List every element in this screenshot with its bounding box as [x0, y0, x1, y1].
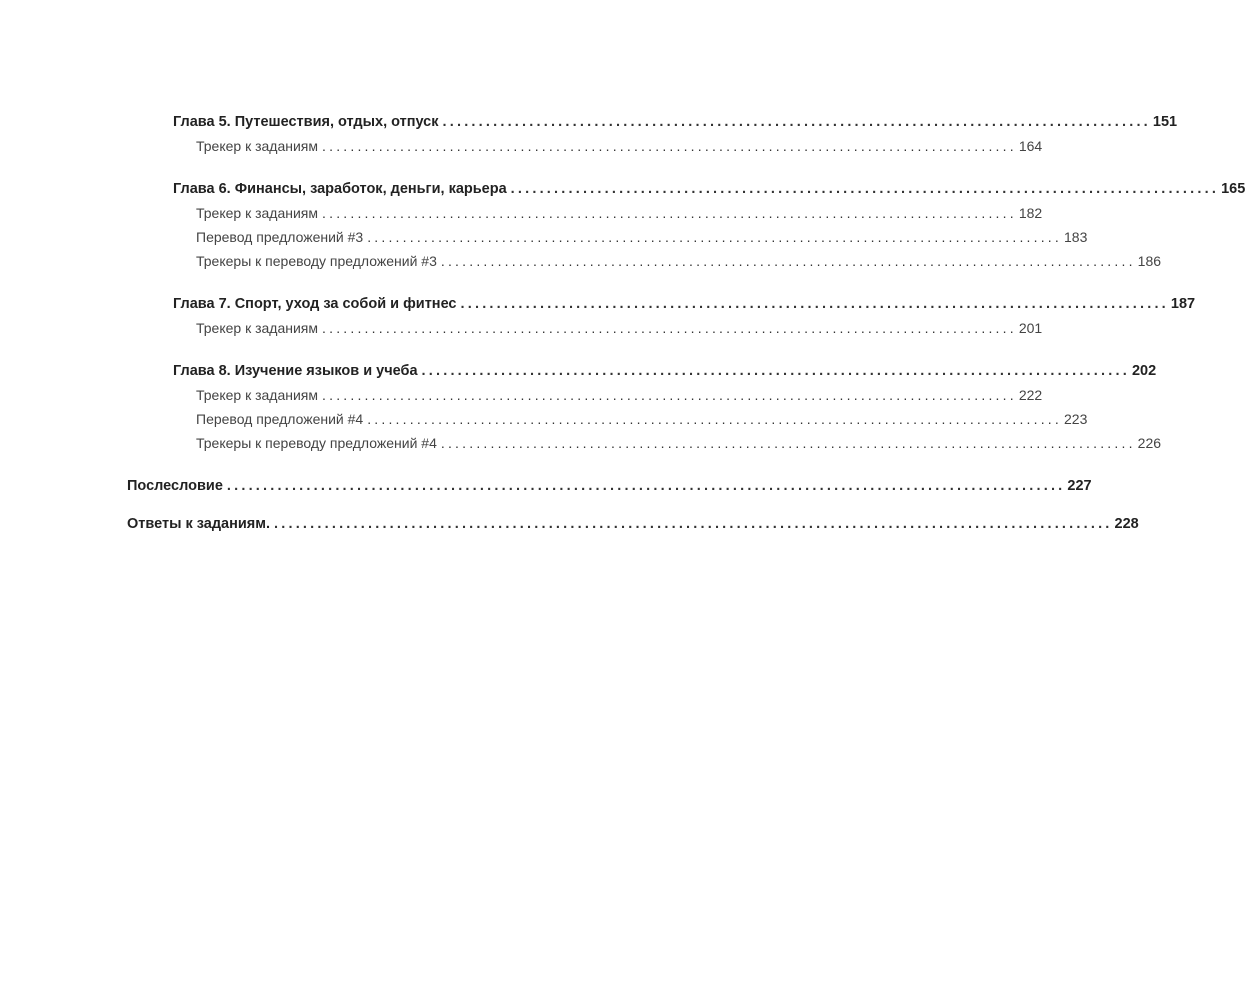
toc-page-number: 202 [1130, 359, 1156, 383]
dot-leader: .................................................................................................. [460, 296, 1169, 312]
toc-item[interactable] [196, 249, 1162, 273]
toc-page-number: 228 [1113, 512, 1139, 536]
dot-leader: .................................................................................................. [322, 138, 1017, 154]
toc-entry-title: Перевод предложений #4 [196, 407, 367, 431]
dot-leader: .................................................................................................. [322, 320, 1017, 336]
toc-chapter-5[interactable] [173, 110, 1178, 134]
dot-leader: .................................................................................................. [367, 229, 1062, 245]
toc-page-number: 201 [1017, 316, 1042, 340]
toc-page-number: 164 [1017, 134, 1042, 158]
toc-chapter-7[interactable] [173, 292, 1196, 316]
dot-leader: .................................................................................................. [440, 435, 1136, 451]
toc-entry-title: Глава 6. Финансы, заработок, деньги, карьера [173, 177, 511, 201]
toc-item[interactable] [196, 383, 1043, 407]
toc-entry-title: Трекер к заданиям [196, 316, 322, 340]
dot-leader: .................................................................................................. [510, 181, 1220, 197]
toc-item[interactable] [196, 134, 1043, 158]
toc-entry-title: Глава 5. Путешествия, отдых, отпуск [173, 110, 443, 134]
toc-afterword[interactable] [127, 474, 1092, 498]
toc-page-number: 187 [1169, 292, 1195, 316]
toc-entry-title: Глава 7. Спорт, уход за собой и фитнес [173, 292, 461, 316]
toc-item[interactable] [196, 407, 1088, 431]
toc-page-number: 186 [1136, 249, 1161, 273]
toc-page-number: 183 [1062, 225, 1087, 249]
dot-leader: .................................................................................................. [367, 411, 1062, 427]
toc-entry-title: Ответы к заданиям. [127, 512, 274, 536]
toc-item[interactable] [196, 201, 1043, 225]
dot-leader: .................................................................................................................... [274, 516, 1113, 532]
toc-page-number: 226 [1136, 431, 1161, 455]
dot-leader: .................................................................................................. [322, 205, 1017, 221]
toc-answers[interactable] [127, 512, 1139, 536]
dot-leader: .................................................................................................................... [226, 478, 1066, 494]
table-of-contents [0, 110, 1245, 536]
toc-page-number: 151 [1151, 110, 1177, 134]
dot-leader: .................................................................................................. [421, 363, 1130, 379]
toc-page-number: 222 [1017, 383, 1042, 407]
toc-entry-title: Трекеры к переводу предложений #4 [196, 431, 441, 455]
toc-page-number: 165 [1219, 177, 1245, 201]
dot-leader: .................................................................................................. [322, 387, 1017, 403]
toc-entry-title: Послесловие [127, 474, 227, 498]
toc-entry-title: Перевод предложений #3 [196, 225, 367, 249]
toc-entry-title: Трекер к заданиям [196, 201, 322, 225]
toc-item[interactable] [196, 316, 1043, 340]
toc-chapter-8[interactable] [173, 359, 1157, 383]
toc-item[interactable] [196, 225, 1088, 249]
toc-page-number: 223 [1062, 407, 1087, 431]
toc-entry-title: Трекер к заданиям [196, 383, 322, 407]
dot-leader: .................................................................................................. [442, 114, 1151, 130]
toc-item[interactable] [196, 431, 1162, 455]
toc-entry-title: Глава 8. Изучение языков и учеба [173, 359, 422, 383]
toc-entry-title: Трекер к заданиям [196, 134, 322, 158]
toc-page-number: 227 [1065, 474, 1091, 498]
dot-leader: .................................................................................................. [440, 253, 1136, 269]
toc-chapter-6[interactable] [173, 177, 1245, 201]
toc-entry-title: Трекеры к переводу предложений #3 [196, 249, 441, 273]
toc-page-number: 182 [1017, 201, 1042, 225]
